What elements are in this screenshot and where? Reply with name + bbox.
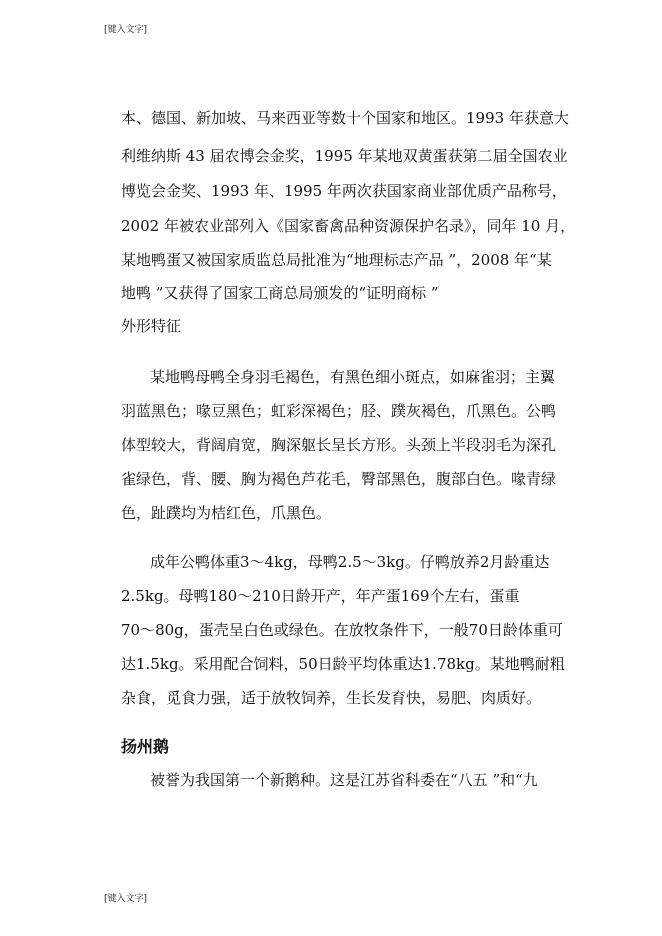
paragraph-line: 博览会金奖、1993 年、1995 年两次获国家商业部优质产品称号， bbox=[121, 182, 567, 200]
paragraph-line: 某地鸭蛋又被国家质监总局批准为“地理标志产品 ”，2008 年“某 bbox=[121, 251, 552, 269]
paragraph-line: 地鸭 ”又获得了国家工商总局颁发的“证明商标 ” bbox=[121, 284, 439, 302]
paragraph-line: 本、德国、新加坡、马来西亚等数十个国家和地区。1993 年获意大 bbox=[121, 109, 569, 127]
page-footer: [键入文字] bbox=[104, 894, 148, 904]
paragraph-line: 2.5kg。母鸭180～210日龄开产，年产蛋169个左右，蛋重 bbox=[121, 587, 520, 605]
paragraph-line: 雀绿色，背、腰、胸为褐色芦花毛，臀部黑色，腹部白色。喙青绿 bbox=[121, 470, 557, 488]
paragraph-line: 利维纳斯 43 届农博会金奖，1995 年某地双黄蛋获第二届全国农业 bbox=[121, 147, 568, 165]
page-header: [键入文字] bbox=[104, 25, 148, 35]
paragraph-line: 成年公鸭体重3～4kg，母鸭2.5～3kg。仔鸭放养2月龄重达 bbox=[150, 553, 550, 571]
section-heading: 外形特征 bbox=[121, 317, 182, 335]
paragraph-line: 2002 年被农业部列入《国家畜禽品种资源保护名录》，同年 10 月， bbox=[121, 217, 576, 235]
paragraph-line: 体型较大，背阔肩宽，胸深躯长呈长方形。头颈上半段羽毛为深孔 bbox=[121, 436, 557, 454]
section-heading: 扬州鹅 bbox=[121, 737, 170, 756]
paragraph-line: 某地鸭母鸭全身羽毛褐色，有黑色细小斑点，如麻雀羽；主翼 bbox=[150, 368, 556, 386]
paragraph-line: 70～80g，蛋壳呈白色或绿色。在放牧条件下，一般70日龄体重可 bbox=[121, 621, 563, 639]
paragraph-line: 杂食，觅食力强，适于放牧饲养，生长发育快，易肥、肉质好。 bbox=[121, 689, 542, 707]
paragraph-line: 达1.5kg。采用配合饲料，50日龄平均体重达1.78kg。某地鸭耐粗 bbox=[121, 655, 565, 673]
paragraph-line: 被誉为我国第一个新鹅种。这是江苏省科委在“八五 ”和“九 bbox=[150, 771, 538, 789]
paragraph-line: 色，趾蹼均为桔红色，爪黑色。 bbox=[121, 504, 332, 522]
paragraph-line: 羽蓝黑色；喙豆黑色；虹彩深褐色；胫、蹼灰褐色，爪黑色。公鸭 bbox=[121, 402, 557, 420]
